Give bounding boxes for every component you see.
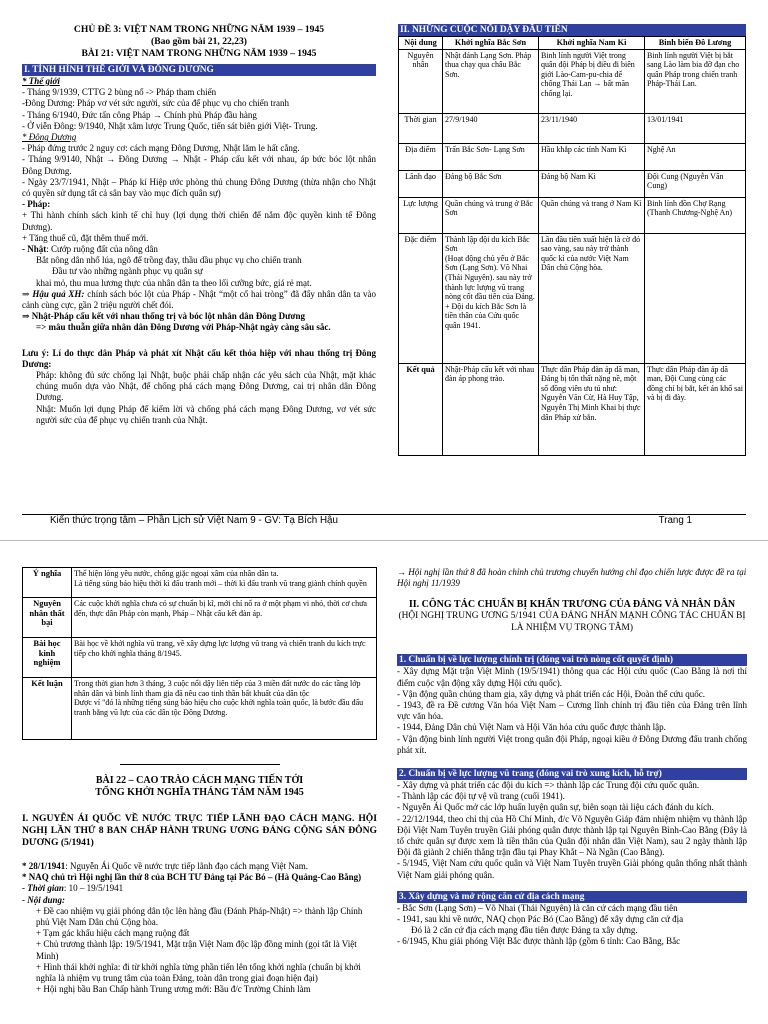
table-cell: Thể hiện lòng yêu nước, chống giặc ngoại xâm của nhân dân ta. Là tiếng súng báo hiệu thời kì đấu tranh mới – thời kì đấu tranh vũ trang giành chính quyền <box>72 568 377 598</box>
table-cell: 27/9/1940 <box>443 113 539 143</box>
naq-item: + Hình thái khởi nghĩa: đi từ khởi nghĩa từng phần tiến lên tổng khởi nghĩa (chuẩn bị khởi nghĩa là nhiệm vụ trung tâm của toàn Đảng, toàn dân trong giai đoạn hiện đại) <box>36 961 361 984</box>
naq-item: + Tạm gác khẩu hiệu cách mạng ruộng đất <box>36 928 190 939</box>
section-heading-uprisings: II. NHỮNG CUỘC NỔI DẬY ĐẦU TIÊN <box>398 24 746 36</box>
france-item: + Tăng thuế cũ, đặt thêm thuế mới. <box>22 232 149 243</box>
lesson22-subtitle: TỔNG KHỞI NGHĨA THÁNG TÁM NĂM 1945 <box>95 787 304 798</box>
japan-item: khai mỏ, thu mua lương thực của nhân dân ta theo lối cưỡng bức, giá rẻ mạt. <box>36 277 312 288</box>
table-cell: Nhật đánh Lạng Sơn. Pháp thua chạy qua châu Bắc Sơn. <box>443 49 539 113</box>
row-label: Nguyên nhân thất bại <box>23 598 72 638</box>
table-cell: Nghệ An <box>645 143 746 170</box>
list-item: - 22/12/1944, theo chỉ thị của Hồ Chí Minh, đ/c Võ Nguyên Giáp đảm nhiệm nhiệm vụ thành lập Đội Việt Nam Tuyên truyền Giải phóng quân được thành lập tại Nguyên Bình-Cao Bằng (Đây là tổ chức quân sự được xem là tiền thân của Quân đội nhân dân Việt Nam), sau 2 ngày thành lập Đội đã giành 2 chiến thắng trận đầu tại Phay Khắt – Nà Ngần (Cao Bằng). <box>397 813 747 858</box>
table-cell: Trong thời gian hơn 3 tháng, 3 cuộc nổi dậy liên tiếp của 3 miền đất nước do các tầng lớp nhân dân và binh lính tham gia đã nêu cao tinh thần bất khuất của dân tộc Được ví "đó là những tiếng súng báo hiệu cho cuộc khởi nghĩa toàn quốc, là bước đầu đấu tranh bằng vũ lực của các dân tộc Đông Dương. <box>72 678 377 740</box>
table-row <box>23 638 377 678</box>
table-cell: Đội Cung (Nguyễn Văn Cung) <box>645 170 746 197</box>
page2-right-column <box>397 567 747 948</box>
row-label: Đặc điểm <box>399 233 443 363</box>
naq-item: - Thời gian: 10 – 19/5/1941 <box>22 883 124 894</box>
list-item: - 5/1945, Việt Nam cứu quốc quân và Việt Nam Tuyên truyền Giải phóng quân thống nhất thành Việt Nam giải phóng quân. <box>397 858 747 880</box>
table-cell: Trấn Bắc Sơn- Lạng Sơn <box>443 143 539 170</box>
table-cell: Quần chúng và trung ở Bắc Sơn <box>443 197 539 233</box>
row-label: Kết luận <box>23 678 72 740</box>
table-cell: Binh lính người Việt trong quân đội Pháp bị điều đi biên giới Lào-Cam-pu-chia để chống Thái Lan → bất mãn chống lại. <box>539 49 645 113</box>
table-header-row <box>399 37 746 50</box>
row-label: Bài học kinh nghiệm <box>23 638 72 678</box>
arrow-icon: ⇒ <box>22 311 32 322</box>
row-label: Ý nghĩa <box>23 568 72 598</box>
page-footer <box>50 515 750 526</box>
section-heading-preparation: II. CÔNG TÁC CHUẨN BỊ KHẨN TRƯƠNG CỦA ĐẢNG VÀ NHÂN DÂN <box>408 599 736 611</box>
table-header-cell: Nội dung <box>399 37 443 50</box>
table-cell: Binh lính người Việt bị bắt sang Lào làm bia đỡ đạn cho quân Pháp trong chiến tranh Pháp-Thái Lan. <box>645 49 746 113</box>
page2-left-column <box>22 760 377 995</box>
table-row <box>23 598 377 638</box>
table-header-cell: Khởi nghĩa Nam Kì <box>539 37 645 50</box>
note-heading: Lưu ý: Lí do thực dân Pháp và phát xít Nhật cấu kết thỏa hiệp với nhau thống trị Đông Dương: <box>22 347 376 369</box>
row-label: Lực lượng <box>399 197 443 233</box>
table-row <box>399 363 746 455</box>
japan-item: Đầu tư vào những ngành phục vụ quân sự <box>52 266 203 277</box>
table-cell: 23/11/1940 <box>539 113 645 143</box>
table-header-cell: Binh biến Đô Lương <box>645 37 746 50</box>
indochina-item: - Pháp đứng trước 2 nguy cơ: cách mạng Đông Dương, Nhật lăm le hất cẳng. <box>22 143 300 154</box>
heading-armed-forces: 2. Chuẩn bị về lực lượng vũ trang (đóng vai trò xung kích, hỗ trợ) <box>397 768 747 780</box>
footer-text: Kiến thức trọng tâm – Phần Lịch sử Việt Nam 9 - GV: Tạ Bích Hậu <box>50 515 338 526</box>
topic-subtitle: (Bao gồm bài 21, 22,23) <box>151 36 247 47</box>
table-cell: Bài học về khởi nghĩa vũ trang, về xây dựng lực lượng vũ trang và chiến tranh du kích trực tiếp cho khởi nghĩa tháng 8/1945. <box>72 638 377 678</box>
table-cell: 13/01/1941 <box>645 113 746 143</box>
uprisings-table <box>398 36 746 456</box>
page1-left-column <box>22 24 376 426</box>
japan-text: : Cướp ruộng đất của nông dân <box>46 244 158 255</box>
table-row <box>23 568 377 598</box>
table-row <box>399 113 746 143</box>
list-item: - Xây dựng và phát triển các đội du kích => thành lập các Trung đội cứu quốc quân. <box>397 780 700 791</box>
conclusion-line: ⇒ Nhật-Pháp cấu kết với nhau thống trị và bóc lột nhân dân Đông Dương <box>22 311 305 322</box>
world-item: - Tháng 9/1939, CTTG 2 bùng nổ -> Pháp tham chiến <box>22 87 217 98</box>
list-item: - 6/1945, Khu giải phóng Việt Bắc được thành lập (gồm 6 tỉnh: Cao Bằng, Bắc <box>397 936 681 947</box>
conclusion-line-2: => mâu thuẫn giữa nhân dân Đông Dương với Pháp-Nhật ngày càng sâu sắc. <box>36 322 331 333</box>
japan-item: Bắt nông dân nhổ lúa, ngô để trồng đay, thầu dầu phục vụ cho chiến tranh <box>36 255 302 266</box>
indochina-item: - Tháng 9/9140, Nhật → Đông Dương → Nhật - Pháp cấu kết với nhau, áp bức bóc lột nhân Đông Dương. <box>22 154 376 176</box>
france-item: + Thi hành chính sách kinh tế chỉ huy (lợi dụng thời chiến để nắm độc quyền kinh tế Đông Dương). <box>22 210 376 232</box>
consequence-text: chính sách bóc lột của Pháp - Nhật “một cổ hai tròng” đã đẩy nhân dân ta vào cảnh cùng cực, gần 2 triệu người chết đói. <box>22 288 376 311</box>
list-item: - 1941, sau khi về nước, NAQ chọn Pác Bó (Cao Bằng) để xây dựng căn cứ địa <box>397 914 684 925</box>
naq-item: + Hội nghị bầu Ban Chấp hành Trung ương mới: Bầu đ/c Trường Chinh làm <box>36 984 311 995</box>
conference-note: → Hội nghị lần thứ 8 đã hoàn chỉnh chủ trương chuyển hướng chỉ đạo chiến lược được đề ra tại Hội nghị 11/1939 <box>397 567 747 589</box>
naq-item: + Chủ trương thành lập: 19/5/1941, Mặt trận Việt Nam độc lập đồng minh (gọi tắt là Việt Minh) <box>36 939 357 961</box>
topic-title: CHỦ ĐỀ 3: VIỆT NAM TRONG NHỮNG NĂM 1939 – 1945 <box>73 24 325 35</box>
table-cell: Lần đầu tiên xuất hiện là cờ đỏ sao vàng, sau này trở thành quốc kì của nước Việt Nam Dân chủ Cộng hòa. <box>539 233 645 363</box>
table-cell: Nhật-Pháp cấu kết với nhau đàn áp phong trào. <box>443 363 539 455</box>
france-heading: - Pháp: <box>22 199 51 210</box>
section-subheading-preparation: (HỘI NGHỊ TRUNG ƯƠNG 5/1941 CỦA ĐẢNG NHẤN MẠNH CÔNG TÁC CHUẨN BỊ LÀ NHIỆM VỤ TRỌNG TÂM) <box>398 611 746 633</box>
row-label: Kết quả <box>399 363 443 455</box>
table-row <box>399 233 746 363</box>
page1-right-column <box>398 24 746 456</box>
social-consequence <box>22 289 376 311</box>
indochina-item: - Ngày 23/7/1941, Nhật – Pháp kí Hiệp ước phòng thủ chung Đông Dương (thừa nhận cho Nhật có quyền sử dụng tất cả sân bay vào mục đích quân sự) <box>22 176 376 199</box>
table-row <box>399 143 746 170</box>
consequence-label: Hậu quả XH: <box>32 288 85 299</box>
table-cell: Thành lập đội du kích Bắc Sơn (Hoạt động chủ yếu ở Bắc Sơn (Lạng Sơn). Võ Nhai (Thái Nguyên). sau này trở thành lực lượng vũ trang nòng cốt đầu tiên của Đảng. + Đội du kích Bắc Sơn là tiền thân của Cứu quốc quân 1941. <box>443 233 539 363</box>
table-row <box>399 49 746 113</box>
world-item: - Tháng 6/1940, Đức tấn công Pháp → Chính phủ Pháp đầu hàng <box>22 109 257 120</box>
table-cell: Thực dân Pháp đàn áp dã man, Đảng bị tổn thất nặng nề, một số đồng viên ưu tú như: Nguyễn Văn Cừ, Hà Huy Tập, Nguyễn Thị Minh Khai bị thực dân Pháp xử bắn. <box>539 363 645 455</box>
heading-political-forces: 1. Chuẩn bị về lực lượng chính trị (đóng vai trò nòng cốt quyết định) <box>397 654 747 666</box>
list-item: - Vận động quần chúng tham gia, xây dựng và phát triển các Hội, Đoàn thể cứu quốc. <box>397 688 706 699</box>
table-row <box>399 197 746 233</box>
list-item: - Nguyễn Ái Quốc mở các lớp huấn luyện quân sự, biên soạn tài liệu cách đánh du kích. <box>397 802 714 813</box>
section-heading-naq: I. NGUYỄN ÁI QUỐC VỀ NƯỚC TRỰC TIẾP LÃNH ĐẠO CÁCH MẠNG. HỘI NGHỊ LẦN THỨ 8 BAN CHẤP HÀNH TRUNG ƯƠNG ĐẢNG CỘNG SẢN ĐÔNG DƯƠNG (5/1941) <box>22 813 377 848</box>
world-item: -Đông Dương: Pháp vơ vét sức người, sức của để phục vụ cho chiến tranh <box>22 98 289 109</box>
table-row <box>23 678 377 740</box>
table-header-cell: Khởi nghĩa Bắc Sơn <box>443 37 539 50</box>
row-label: Địa điểm <box>399 143 443 170</box>
list-item: Đó là 2 căn cứ địa cách mạng đầu tiên được Đảng ta xây dựng. <box>411 925 638 936</box>
page2-summary-table <box>22 567 377 740</box>
world-heading: * Thế giới <box>22 76 60 86</box>
table-cell: Đảng bộ Bắc Sơn <box>443 170 539 197</box>
table-cell: Đảng bộ Nam Kì <box>539 170 645 197</box>
arrow-icon: ⇒ <box>22 288 33 299</box>
row-label: Nguyên nhân <box>399 49 443 113</box>
section-heading-world-indochina: I. TÌNH HÌNH THẾ GIỚI VÀ ĐÔNG DƯƠNG <box>22 64 376 76</box>
indochina-heading: * Đông Dương <box>22 132 77 143</box>
page-separator <box>0 540 768 541</box>
summary-table <box>22 567 377 740</box>
row-label: Thời gian <box>399 113 443 143</box>
lesson-title: BÀI 21: VIỆT NAM TRONG NHỮNG NĂM 1939 – 1945 <box>81 48 317 59</box>
table-cell: Quần chúng và trang ở Nam Kì <box>539 197 645 233</box>
japan-line <box>22 244 376 255</box>
table-cell: Các cuộc khởi nghĩa chưa có sự chuẩn bị kĩ, mới chỉ nổ ra ở một phạm vi nhỏ, thời cơ chưa đến, thực dân Pháp còn mạnh, Pháp – Nhật cấu kết đàn áp. <box>72 598 377 638</box>
naq-item: * 28/1/1941: Nguyễn Ái Quốc về nước trực tiếp lãnh đạo cách mạng Việt Nam. <box>22 861 309 871</box>
list-item: - Vận động binh lính người Việt trong quân đội Pháp, ngoại kiều ở Đông Dương đấu tranh chống phát xít. <box>397 733 747 755</box>
heading-revolutionary-bases: 3. Xây dựng và mở rộng căn cứ địa cách mạng <box>397 891 747 903</box>
list-item: - Bắc Sơn (Lạng Sơn) – Võ Nhai (Thái Nguyên) là căn cứ cách mạng đầu tiên <box>397 902 678 913</box>
list-item: - 1944, Đảng Dân chủ Việt Nam và Hội Văn hóa cứu quốc được thành lập. <box>397 722 666 733</box>
table-row <box>399 170 746 197</box>
table-cell: Binh lính đồn Chợ Rạng (Thanh Chương-Nghệ An) <box>645 197 746 233</box>
naq-item: + Đề cao nhiệm vụ giải phóng dân tộc lên hàng đầu (Đánh Pháp-Nhật) => thành lập Chính phủ Việt Nam Dân chủ Cộng hòa. <box>36 905 363 928</box>
naq-item: - Nội dung: <box>22 894 66 905</box>
lesson22-title: BÀI 22 – CAO TRÀO CÁCH MẠNG TIẾN TỚI <box>95 775 304 786</box>
note-france: Pháp: không đủ sức chống lại Nhật, buộc phải chấp nhận các yêu sách của Nhật, mặt khác chúng muốn dựa vào Nhật, để chống phá cách mạng Đông Dương, cai trị nhân dân Đông Dương. <box>36 370 376 403</box>
note-japan: Nhật: Muốn lợi dụng Pháp để kiếm lời và chống phá cách mạng Đông Dương, vơ vét sức người sức của để phục vụ chiến tranh của Nhật. <box>36 403 376 425</box>
list-item: - Thành lập các đội tự vệ vũ trang (cuối 1941). <box>397 791 565 802</box>
table-cell <box>645 233 746 363</box>
page-number: Trang 1 <box>658 515 692 526</box>
divider <box>120 764 280 765</box>
list-item: - 1943, đề ra Đề cương Văn hóa Việt Nam – Cương lĩnh chính trị đầu tiên của Đảng trên lĩnh vực văn hóa. <box>397 700 747 722</box>
japan-label: - Nhật <box>22 244 47 255</box>
list-item: - Xây dựng Mặt trận Việt Minh (19/5/1941) thông qua các Hội cứu quốc (Cao Bằng là nơi thí điểm cuộc vận động xây dựng Hội cứu quốc). <box>397 666 747 688</box>
table-cell: Thực dân Pháp đàn áp dã man, Đội Cung cùng các đồng chí bị bắt, kết án khổ sai và bị đi đày. <box>645 363 746 455</box>
naq-item: * NAQ chủ trì Hội nghị lần thứ 8 của BCH TƯ Đảng tại Pác Bó – (Hà Quảng-Cao Bằng) <box>22 872 362 883</box>
world-item: - Ở viễn Đông: 9/1940, Nhật xâm lược Trung Quốc, tiến sát biên giới Việt- Trung. <box>22 120 318 131</box>
table-cell: Hầu khắp các tỉnh Nam Kì <box>539 143 645 170</box>
row-label: Lãnh đạo <box>399 170 443 197</box>
